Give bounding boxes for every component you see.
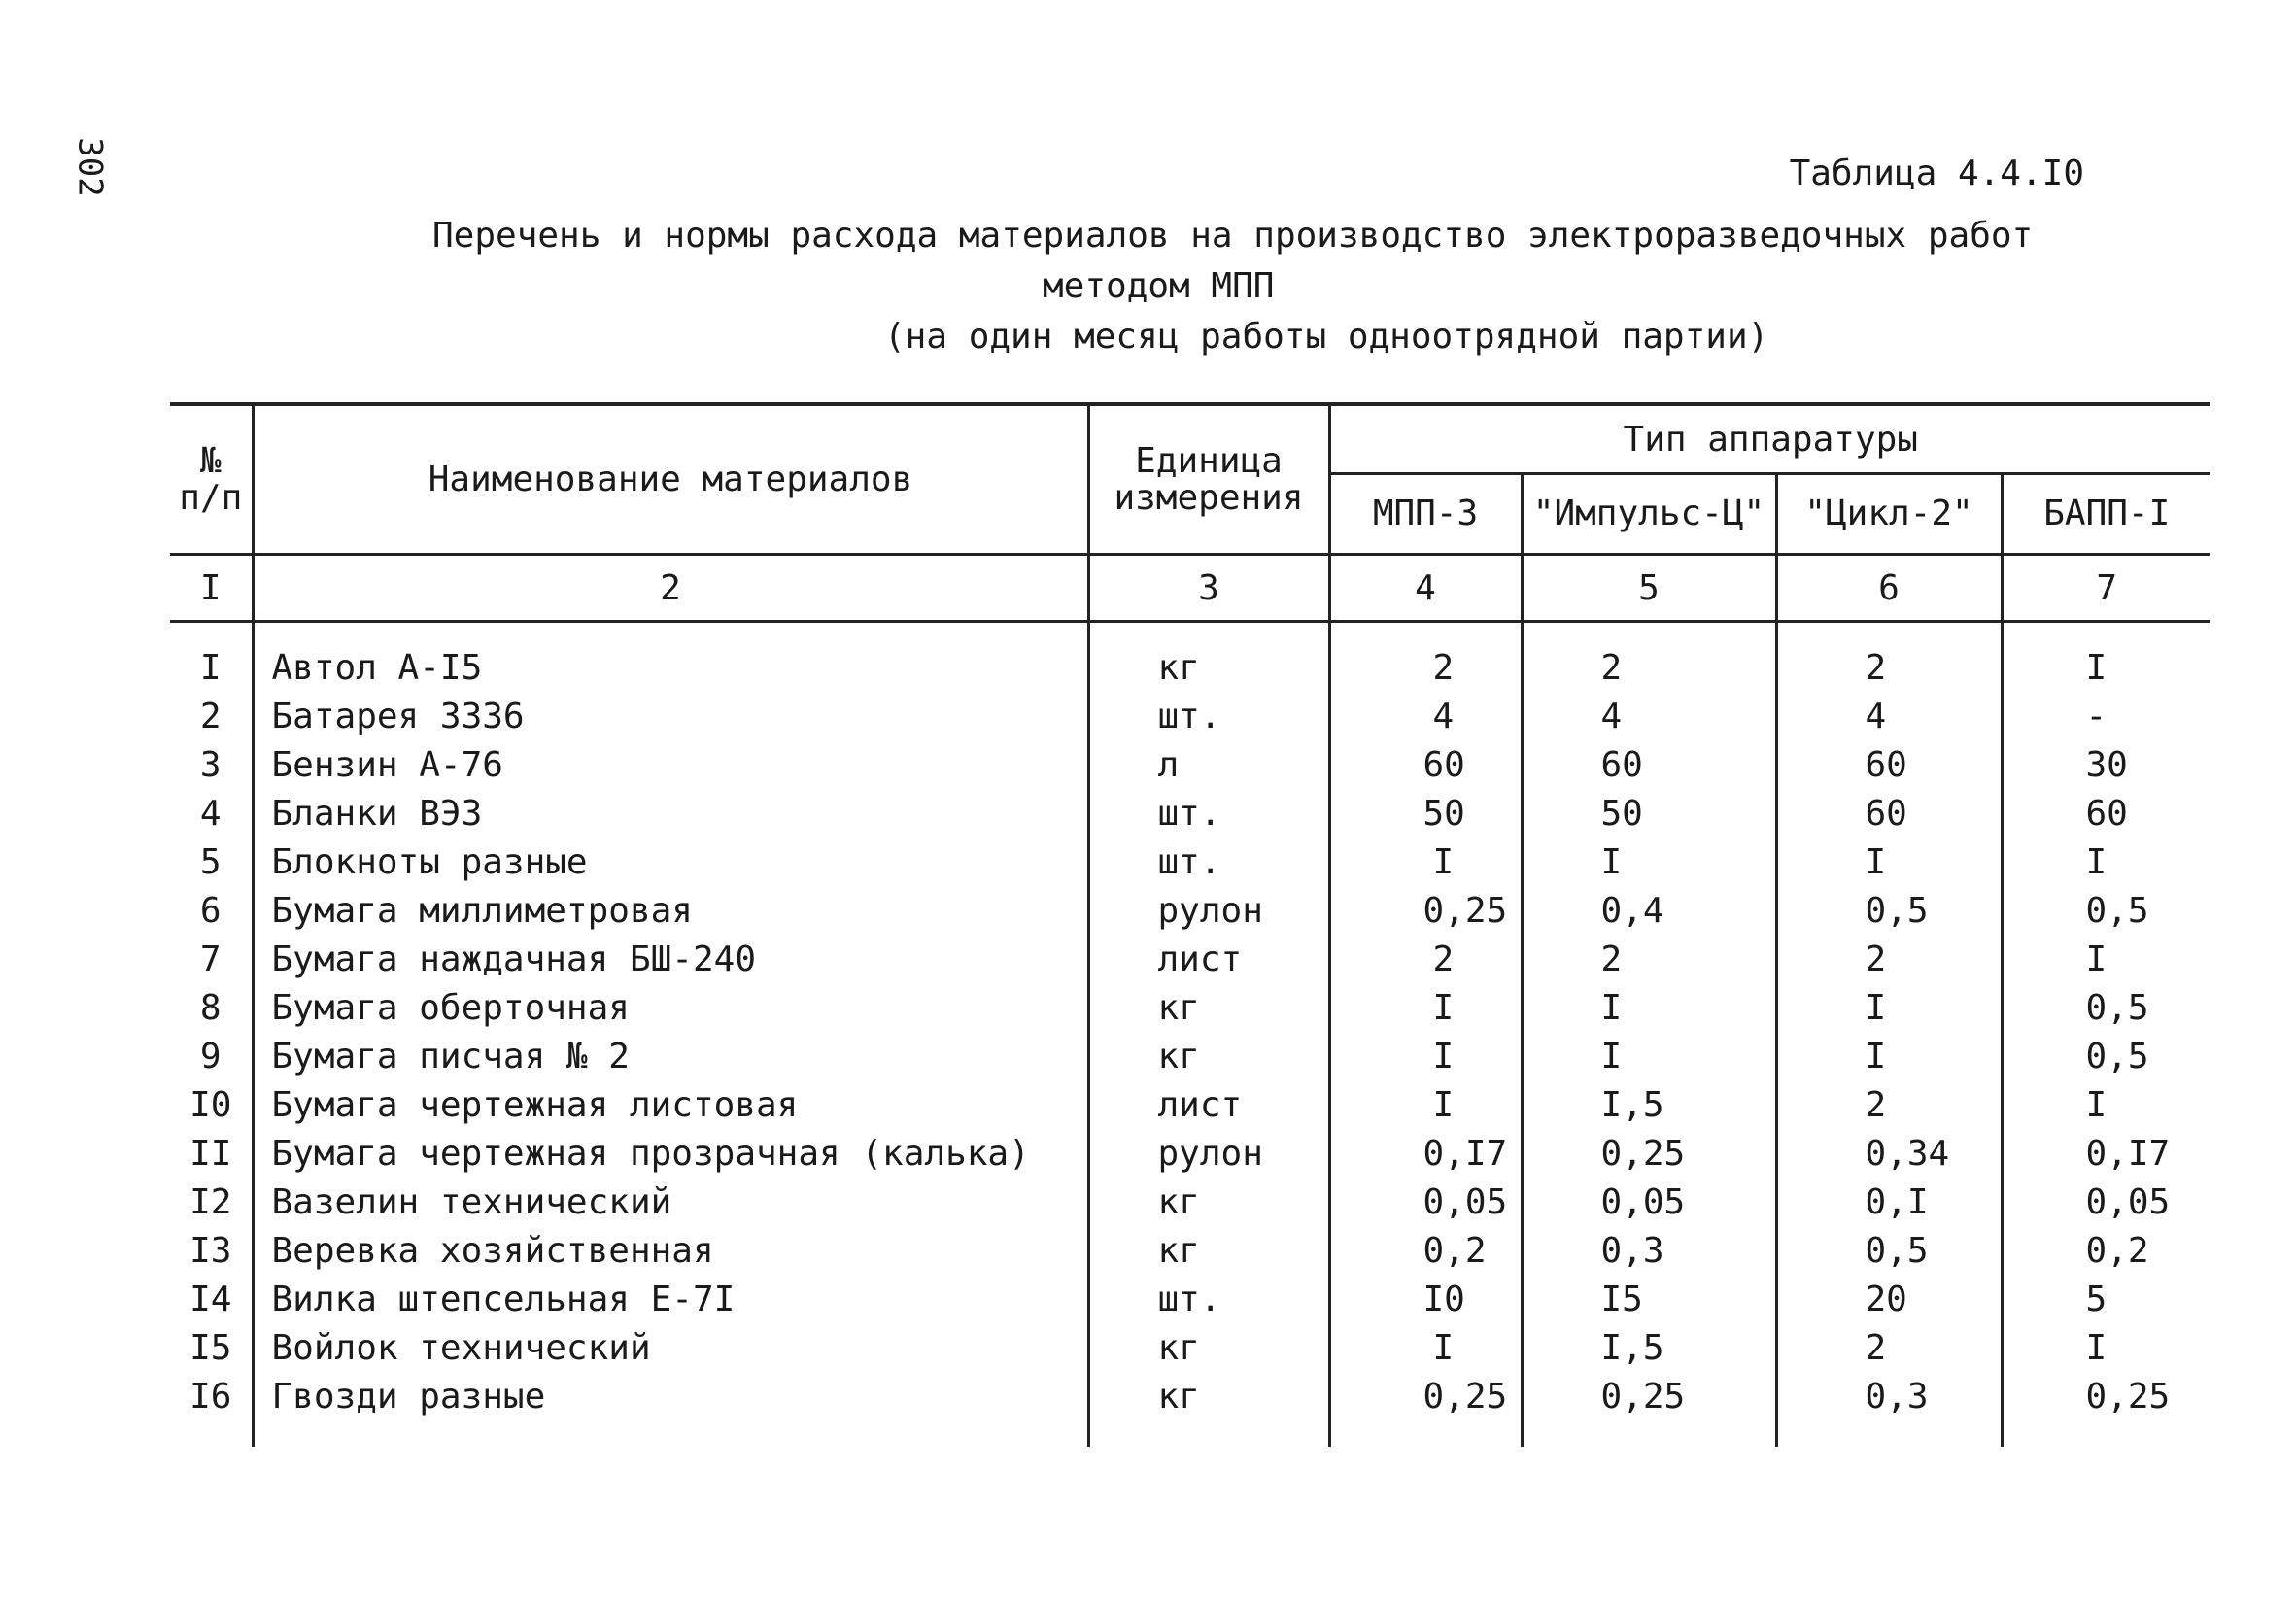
material-name: Бумага чертежная прозрачная (калька): [253, 1130, 1088, 1179]
material-name: Бумага миллиметровая: [253, 887, 1088, 936]
table-row: [170, 1033, 2210, 1081]
value-bapp: -: [2002, 693, 2210, 741]
value-mpp3: 2: [1329, 936, 1522, 984]
material-name: Бумага оберточная: [253, 984, 1088, 1033]
value-impuls: I: [1522, 1033, 1776, 1081]
value-bapp: 0,2: [2002, 1227, 2210, 1276]
material-name: Батарея 3336: [253, 693, 1088, 741]
unit: л: [1088, 741, 1329, 790]
header-type-2: "Импульс-Ц": [1522, 474, 1776, 555]
value-bapp: 0,I7: [2002, 1130, 2210, 1179]
value-bapp: I: [2002, 1324, 2210, 1373]
row-number: I: [199, 648, 222, 688]
table-row: [170, 1373, 2210, 1421]
value-cikl: I: [1776, 984, 2002, 1033]
unit: шт.: [1088, 838, 1329, 887]
unit: кг: [1088, 1033, 1329, 1081]
value-cikl: 2: [1776, 1081, 2002, 1130]
value-mpp3: 0,I7: [1329, 1130, 1522, 1179]
material-name: Вилка штепсельная Е-7I: [253, 1276, 1088, 1324]
material-name: Вазелин технический: [253, 1179, 1088, 1227]
unit: кг: [1088, 1179, 1329, 1227]
value-mpp3: 60: [1329, 741, 1522, 790]
value-impuls: 2: [1522, 644, 1776, 693]
table-row: [170, 1227, 2210, 1276]
value-cikl: 4: [1776, 693, 2002, 741]
material-name: Бумага писчая № 2: [253, 1033, 1088, 1081]
spacer-row: [170, 622, 2210, 645]
value-impuls: 0,25: [1522, 1373, 1776, 1421]
material-name: Блокноты разные: [253, 838, 1088, 887]
header-type-1: МПП-3: [1329, 474, 1522, 555]
unit: кг: [1088, 984, 1329, 1033]
col-number-7: 7: [2002, 555, 2210, 622]
unit: лист: [1088, 936, 1329, 984]
col-number-1: I: [170, 555, 253, 622]
value-impuls: 2: [1522, 936, 1776, 984]
material-name: Бумага наждачная БШ-240: [253, 936, 1088, 984]
table-header: [170, 404, 2210, 622]
value-bapp: 0,25: [2002, 1373, 2210, 1421]
header-num: [170, 404, 253, 555]
value-bapp: I: [2002, 644, 2210, 693]
value-impuls: 0,25: [1522, 1130, 1776, 1179]
col-number-2: 2: [253, 555, 1088, 622]
value-bapp: 0,5: [2002, 1033, 2210, 1081]
unit: шт.: [1088, 790, 1329, 838]
header-type-4: БАПП-I: [2002, 474, 2210, 555]
value-cikl: 2: [1776, 936, 2002, 984]
value-bapp: I: [2002, 838, 2210, 887]
row-number: I3: [189, 1231, 232, 1271]
table-row: [170, 887, 2210, 936]
unit: рулон: [1088, 1130, 1329, 1179]
header-unit: [1088, 404, 1329, 555]
row-number: 8: [199, 988, 222, 1028]
value-mpp3: 0,25: [1329, 887, 1522, 936]
value-bapp: 30: [2002, 741, 2210, 790]
row-number: 6: [199, 891, 222, 931]
value-mpp3: 0,05: [1329, 1179, 1522, 1227]
value-impuls: I,5: [1522, 1324, 1776, 1373]
title-line-2: методом МПП: [1043, 266, 1275, 306]
value-impuls: 0,05: [1522, 1179, 1776, 1227]
row-number: 5: [199, 842, 222, 882]
value-mpp3: 50: [1329, 790, 1522, 838]
value-mpp3: 4: [1329, 693, 1522, 741]
material-name: Автол А-I5: [253, 644, 1088, 693]
unit: шт.: [1088, 1276, 1329, 1324]
row-number: I2: [189, 1182, 232, 1222]
row-number: II: [189, 1134, 232, 1174]
value-mpp3: I: [1329, 1324, 1522, 1373]
value-bapp: 60: [2002, 790, 2210, 838]
unit: шт.: [1088, 693, 1329, 741]
value-bapp: 5: [2002, 1276, 2210, 1324]
unit: кг: [1088, 1324, 1329, 1373]
value-mpp3: 2: [1329, 644, 1522, 693]
row-number: 2: [199, 697, 222, 736]
material-name: Бумага чертежная листовая: [253, 1081, 1088, 1130]
table-row: [170, 936, 2210, 984]
value-bapp: 0,5: [2002, 887, 2210, 936]
value-cikl: 2: [1776, 1324, 2002, 1373]
unit: кг: [1088, 1227, 1329, 1276]
material-name: Бланки ВЭЗ: [253, 790, 1088, 838]
value-cikl: 0,34: [1776, 1130, 2002, 1179]
value-mpp3: I: [1329, 1033, 1522, 1081]
value-cikl: I: [1776, 1033, 2002, 1081]
value-cikl: 0,3: [1776, 1373, 2002, 1421]
row-number: 7: [199, 940, 222, 979]
materials-table: [170, 402, 2210, 1447]
header-unit-top: Единица: [1135, 440, 1283, 481]
value-impuls: 4: [1522, 693, 1776, 741]
value-cikl: 20: [1776, 1276, 2002, 1324]
value-cikl: 0,I: [1776, 1179, 2002, 1227]
table-row: [170, 838, 2210, 887]
value-mpp3: I: [1329, 838, 1522, 887]
row-number: I6: [189, 1377, 232, 1417]
row-number: 9: [199, 1037, 222, 1076]
table-row: [170, 1276, 2210, 1324]
value-impuls: 50: [1522, 790, 1776, 838]
title-line-3: (на один месяц работы одноотрядной партии): [884, 317, 1769, 357]
table-row: [170, 1324, 2210, 1373]
header-unit-bottom: измерения: [1114, 477, 1304, 518]
table-row: [170, 984, 2210, 1033]
value-impuls: 0,4: [1522, 887, 1776, 936]
unit: кг: [1088, 1373, 1329, 1421]
row-number: 3: [199, 745, 222, 785]
material-name: Гвозди разные: [253, 1373, 1088, 1421]
table-row: [170, 1081, 2210, 1130]
table-row: [170, 644, 2210, 693]
value-mpp3: I: [1329, 984, 1522, 1033]
row-number: I5: [189, 1328, 232, 1368]
page-number: 302: [70, 137, 110, 197]
table-row: [170, 1130, 2210, 1179]
value-impuls: I5: [1522, 1276, 1776, 1324]
header-num-top: №: [199, 440, 222, 481]
table-row: [170, 741, 2210, 790]
value-cikl: 60: [1776, 790, 2002, 838]
col-number-3: 3: [1088, 555, 1329, 622]
value-impuls: I: [1522, 838, 1776, 887]
value-cikl: 0,5: [1776, 1227, 2002, 1276]
value-mpp3: 0,25: [1329, 1373, 1522, 1421]
table-row: [170, 1179, 2210, 1227]
spacer-row: [170, 1421, 2210, 1447]
row-number: I0: [189, 1085, 232, 1125]
value-bapp: 0,5: [2002, 984, 2210, 1033]
header-name: Наименование материалов: [253, 404, 1088, 555]
material-name: Бензин А-76: [253, 741, 1088, 790]
table-body: [170, 622, 2210, 1448]
header-num-bottom: п/п: [179, 477, 243, 518]
value-bapp: I: [2002, 936, 2210, 984]
table-id: Таблица 4.4.I0: [1789, 154, 2084, 193]
col-number-6: 6: [1776, 555, 2002, 622]
value-impuls: I,5: [1522, 1081, 1776, 1130]
row-number: 4: [199, 794, 222, 834]
table-row: [170, 790, 2210, 838]
row-number: I4: [189, 1280, 232, 1319]
header-equipment-type: Тип аппаратуры: [1329, 404, 2210, 474]
value-mpp3: 0,2: [1329, 1227, 1522, 1276]
value-mpp3: I0: [1329, 1276, 1522, 1324]
table-row: [170, 693, 2210, 741]
value-impuls: 0,3: [1522, 1227, 1776, 1276]
value-bapp: I: [2002, 1081, 2210, 1130]
material-name: Войлок технический: [253, 1324, 1088, 1373]
value-cikl: 0,5: [1776, 887, 2002, 936]
value-cikl: 2: [1776, 644, 2002, 693]
value-impuls: I: [1522, 984, 1776, 1033]
value-bapp: 0,05: [2002, 1179, 2210, 1227]
value-mpp3: I: [1329, 1081, 1522, 1130]
title-line-1: Перечень и нормы расхода материалов на производство электроразведочных работ: [432, 216, 2034, 256]
header-type-3: "Цикл-2": [1776, 474, 2002, 555]
value-cikl: I: [1776, 838, 2002, 887]
value-impuls: 60: [1522, 741, 1776, 790]
col-number-4: 4: [1329, 555, 1522, 622]
col-number-5: 5: [1522, 555, 1776, 622]
unit: лист: [1088, 1081, 1329, 1130]
material-name: Веревка хозяйственная: [253, 1227, 1088, 1276]
value-cikl: 60: [1776, 741, 2002, 790]
unit: рулон: [1088, 887, 1329, 936]
unit: кг: [1088, 644, 1329, 693]
